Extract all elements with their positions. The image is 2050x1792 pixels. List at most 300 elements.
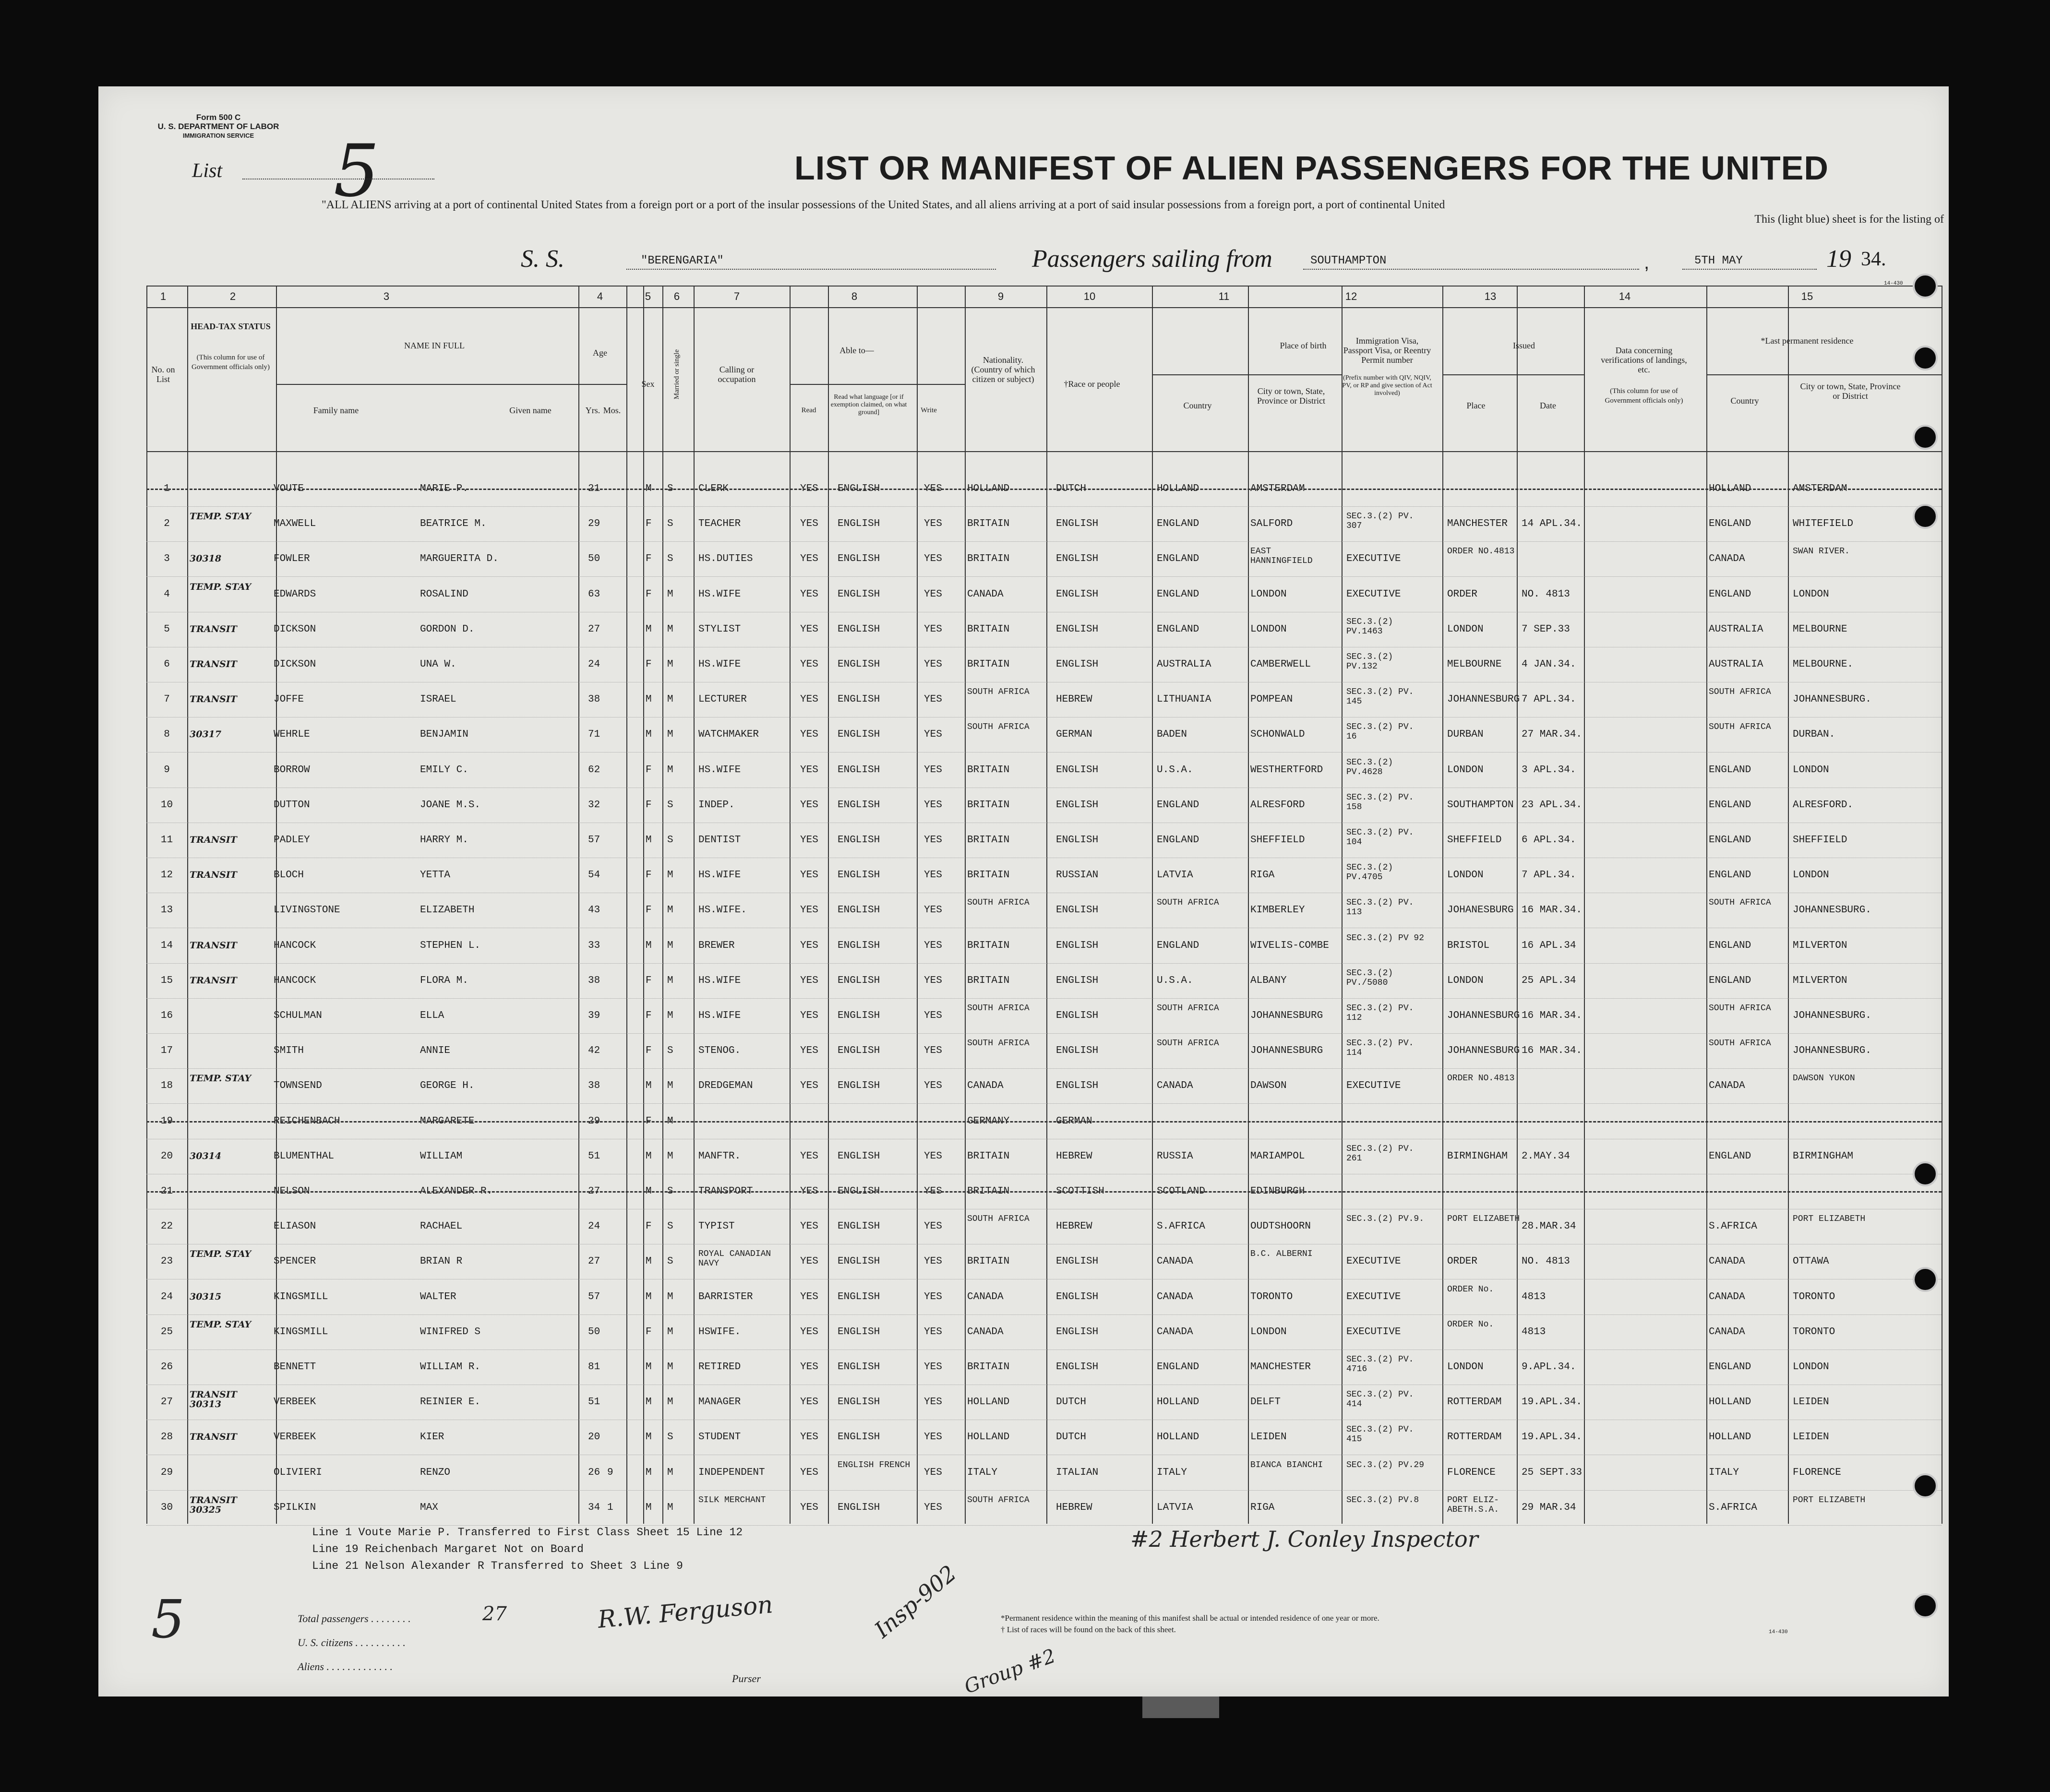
cell-read-language: ENGLISH (838, 483, 880, 494)
list-number: 5 (334, 130, 380, 213)
note-line-3: Line 21 Nelson Alexander R Transferred to Sheet 3 Line 9 (312, 1560, 683, 1572)
cell-birth-country: SOUTH AFRICA (1157, 1039, 1219, 1049)
cell-age-years: 24 (588, 659, 600, 670)
table-row (98, 1210, 1894, 1245)
cell-read-language: ENGLISH (838, 659, 880, 670)
cell-given-name: GORDON D. (420, 623, 475, 635)
cell-marital-status: M (667, 1150, 673, 1162)
cell-issued-date: 25 APL.34 (1522, 975, 1576, 986)
cell-race: ENGLISH (1056, 1291, 1099, 1302)
cell-issued-date: 29 MAR.34 (1522, 1502, 1576, 1513)
inspector-signature: #2 Herbert J. Conley Inspector (1130, 1526, 1478, 1552)
cell-residence-city: OTTAWA (1793, 1256, 1829, 1267)
cell-residence-city: DAWSON YUKON (1793, 1074, 1855, 1084)
cell-read-language: ENGLISH (838, 1080, 880, 1092)
cell-family-name: EDWARDS (274, 588, 316, 600)
cell-birth-country: ENGLAND (1157, 553, 1199, 565)
cell-family-name: HANCOCK (274, 940, 316, 951)
cell-issued-place: PORT ELIZ- ABETH.S.A. (1447, 1495, 1499, 1515)
cell-can-read: YES (800, 1432, 818, 1443)
grid-subheader-line (1442, 374, 1584, 375)
cell-visa-number: EXECUTIVE (1346, 1256, 1401, 1267)
cell-residence-city: JOHANNESBURG. (1793, 694, 1871, 705)
binder-hole-7 (1913, 1473, 1938, 1498)
cell-birth-country: CANADA (1157, 1291, 1193, 1302)
cell-row-number: 1 (164, 483, 170, 494)
grid-subheader-line (578, 384, 626, 385)
cell-birth-country: S.AFRICA (1157, 1221, 1205, 1232)
cell-birth-city: BIANCA BIANCHI (1250, 1460, 1323, 1470)
cell-occupation: STENOG. (698, 1045, 741, 1057)
cell-visa-number: SEC.3.(2) PV. 4716 (1346, 1355, 1414, 1374)
cell-can-write: YES (924, 870, 942, 881)
cell-read-language: ENGLISH (838, 1221, 880, 1232)
cell-nationality: SOUTH AFRICA (967, 1214, 1030, 1224)
cell-nationality: HOLLAND (967, 483, 1010, 494)
cell-race: ENGLISH (1056, 975, 1099, 986)
cell-birth-country: AUSTRALIA (1157, 659, 1211, 670)
cell-residence-city: ALRESFORD. (1793, 799, 1854, 811)
cell-head-tax-status: 30317 (190, 729, 222, 740)
cell-age-months: 9 (607, 1467, 613, 1478)
header-race: †Race or people (1064, 379, 1120, 389)
cell-race: ENGLISH (1056, 1326, 1099, 1338)
cell-birth-country: CANADA (1157, 1326, 1193, 1338)
header-given-name: Given name (509, 406, 551, 415)
cell-marital-status: M (667, 1115, 673, 1127)
cell-age-years: 71 (588, 729, 600, 741)
cell-birth-city: MARIAMPOL (1250, 1150, 1305, 1162)
cell-issued-place: PORT ELIZABETH (1447, 1214, 1520, 1224)
cell-issued-place: JOHANESBURG (1447, 905, 1514, 916)
cell-nationality: GERMANY (967, 1115, 1010, 1127)
table-row (98, 1421, 1894, 1456)
cell-row-number: 10 (160, 799, 173, 811)
cell-read-language: ENGLISH (838, 764, 880, 776)
cell-row-number: 2 (164, 518, 170, 530)
cell-issued-place: BIRMINGHAM (1447, 1150, 1508, 1162)
cell-row-number: 3 (164, 553, 170, 565)
cell-can-read: YES (800, 1186, 818, 1197)
header-able-to: Able to— (839, 346, 874, 355)
port-underline (1303, 269, 1639, 270)
cell-residence-city: MELBOURNE (1793, 623, 1847, 635)
cell-race: ENGLISH (1056, 1080, 1099, 1092)
cell-issued-place: ORDER NO.4813 (1447, 547, 1515, 557)
cell-occupation: SILK MERCHANT (698, 1495, 766, 1505)
cell-age-years: 43 (588, 905, 600, 916)
cell-can-write: YES (924, 483, 942, 494)
cell-family-name: TOWNSEND (274, 1080, 322, 1092)
cell-nationality: HOLLAND (967, 1432, 1010, 1443)
cell-occupation: TEACHER (698, 518, 741, 530)
cell-sex: M (646, 1186, 652, 1197)
cell-head-tax-status: 30314 (190, 1150, 222, 1161)
cell-visa-number: SEC.3.(2) PV. 415 (1346, 1425, 1414, 1445)
cell-family-name: DICKSON (274, 623, 316, 635)
note-line-2: Line 19 Reichenbach Margaret Not on Board (312, 1543, 584, 1555)
header-residence-city: City or town, State, Province or District (1800, 382, 1901, 401)
cell-can-read: YES (800, 1080, 818, 1092)
cell-residence-country: ITALY (1709, 1467, 1739, 1478)
cell-nationality: BRITAIN (967, 835, 1010, 846)
cell-family-name: SCHULMAN (274, 1010, 322, 1021)
cell-race: ENGLISH (1056, 659, 1099, 670)
form-number: Form 500 C (196, 113, 241, 122)
cell-sex: M (646, 1256, 652, 1267)
cell-residence-country: ENGLAND (1709, 835, 1751, 846)
cell-family-name: SMITH (274, 1045, 304, 1057)
cell-residence-city: LONDON (1793, 588, 1829, 600)
list-label: List (192, 160, 223, 182)
struck-row-line (146, 1121, 1942, 1123)
cell-occupation: DREDGEMAN (698, 1080, 753, 1092)
table-row (98, 1175, 1894, 1210)
table-row (98, 1316, 1894, 1351)
cell-read-language: ENGLISH (838, 1186, 880, 1197)
binder-hole-3 (1913, 425, 1938, 450)
cell-issued-place: LONDON (1447, 975, 1484, 986)
cell-row-number: 22 (160, 1221, 173, 1232)
cell-issued-place: MELBOURNE (1447, 659, 1502, 670)
cell-marital-status: S (667, 1186, 673, 1197)
cell-marital-status: S (667, 1432, 673, 1443)
struck-row-line (146, 489, 1942, 490)
grid-horizontal-line (146, 307, 1942, 308)
cell-birth-city: EDINBURGH (1250, 1186, 1305, 1197)
grid-horizontal-line (146, 451, 1942, 452)
header-age: Age (593, 348, 607, 358)
cell-given-name: MARIE P. (420, 483, 468, 494)
cell-can-read: YES (800, 905, 818, 916)
cell-row-number: 24 (160, 1291, 173, 1302)
cell-race: ENGLISH (1056, 588, 1099, 600)
cell-head-tax-status: TRANSIT (190, 1432, 237, 1443)
cell-sex: F (646, 553, 652, 565)
cell-race: DUTCH (1056, 1397, 1087, 1408)
cell-can-write: YES (924, 694, 942, 705)
col-number-12: 12 (1345, 290, 1357, 302)
cell-birth-city: RIGA (1250, 1502, 1275, 1513)
manifest-sheet (98, 86, 1949, 1696)
table-row (98, 1386, 1894, 1421)
cell-issued-place: ORDER (1447, 588, 1478, 600)
cell-marital-status: M (667, 905, 673, 916)
cell-nationality: BRITAIN (967, 1150, 1010, 1162)
cell-age-years: 38 (588, 975, 600, 986)
cell-can-write: YES (924, 1186, 942, 1197)
cell-marital-status: S (667, 1045, 673, 1057)
cell-can-write: YES (924, 1326, 942, 1338)
cell-nationality: BRITAIN (967, 1362, 1010, 1373)
cell-family-name: MAXWELL (274, 518, 316, 530)
cell-head-tax-status: 30318 (190, 553, 222, 564)
table-row (98, 1492, 1894, 1527)
cell-age-years: 26 (588, 1467, 600, 1478)
cell-issued-place: ROTTERDAM (1447, 1397, 1502, 1408)
cell-can-read: YES (800, 623, 818, 635)
cell-residence-country: HOLLAND (1709, 1432, 1751, 1443)
cell-head-tax-status: TEMP. STAY (190, 1073, 252, 1084)
col-number-10: 10 (1083, 290, 1096, 302)
cell-nationality: CANADA (967, 1291, 1004, 1302)
cell-birth-country: ENGLAND (1157, 799, 1199, 811)
cell-family-name: SPILKIN (274, 1502, 316, 1513)
cell-residence-city: LEIDEN (1793, 1432, 1829, 1443)
cell-family-name: BORROW (274, 764, 310, 776)
cell-sex: M (646, 1362, 652, 1373)
cell-race: ENGLISH (1056, 623, 1099, 635)
cell-read-language: ENGLISH (838, 1256, 880, 1267)
cell-given-name: RACHAEL (420, 1221, 463, 1232)
cell-can-write: YES (924, 553, 942, 565)
sailing-date: 5TH MAY (1694, 254, 1743, 267)
cell-marital-status: M (667, 729, 673, 741)
grid-horizontal-line (146, 286, 1942, 287)
cell-issued-date: 7 APL.34. (1522, 694, 1576, 705)
row-guide-line (146, 1103, 1942, 1104)
cell-can-read: YES (800, 975, 818, 986)
cell-family-name: JOFFE (274, 694, 304, 705)
cell-residence-city: LONDON (1793, 764, 1829, 776)
cell-birth-country: LITHUANIA (1157, 694, 1211, 705)
cell-read-language: ENGLISH (838, 1150, 880, 1162)
cell-issued-place: ORDER (1447, 1256, 1478, 1267)
table-row (98, 1457, 1894, 1492)
cell-residence-country: ENGLAND (1709, 764, 1751, 776)
cell-given-name: WINIFRED S (420, 1326, 481, 1338)
cell-nationality: BRITAIN (967, 623, 1010, 635)
cell-occupation: HS.DUTIES (698, 553, 753, 565)
header-mos: Mos. (603, 406, 621, 415)
cell-residence-country: ENGLAND (1709, 1362, 1751, 1373)
passengers-sailing-label: Passengers sailing from (1032, 245, 1272, 273)
cell-sex: F (646, 518, 652, 530)
cell-issued-date: 28.MAR.34 (1522, 1221, 1576, 1232)
cell-issued-date: 27 MAR.34. (1522, 729, 1582, 741)
cell-nationality: CANADA (967, 588, 1004, 600)
manifest-title: LIST OR MANIFEST OF ALIEN PASSENGERS FOR THE UNITED (794, 149, 1829, 187)
sailing-from-port: SOUTHAMPTON (1310, 254, 1387, 267)
purser-label: Purser (732, 1673, 761, 1684)
cell-nationality: ITALY (967, 1467, 998, 1478)
cell-sex: F (646, 659, 652, 670)
cell-residence-country: ENGLAND (1709, 940, 1751, 951)
cell-marital-status: M (667, 870, 673, 881)
cell-residence-country: AUSTRALIA (1709, 659, 1763, 670)
cell-given-name: YETTA (420, 870, 451, 881)
cell-row-number: 7 (164, 694, 170, 705)
ship-name: "BERENGARIA" (641, 254, 724, 267)
cell-marital-status: S (667, 835, 673, 846)
cell-issued-date: 2.MAY.34 (1522, 1150, 1570, 1162)
binder-hole-8 (1913, 1593, 1938, 1618)
cell-issued-place: LONDON (1447, 1362, 1484, 1373)
cell-age-years: 81 (588, 1362, 600, 1373)
cell-sex: M (646, 940, 652, 951)
cell-can-write: YES (924, 1432, 942, 1443)
cell-residence-city: PORT ELIZABETH (1793, 1495, 1866, 1505)
cell-age-years: 29 (588, 518, 600, 530)
cell-family-name: BENNETT (274, 1362, 316, 1373)
cell-nationality: SOUTH AFRICA (967, 722, 1030, 732)
cell-read-language: ENGLISH (838, 1291, 880, 1302)
cell-row-number: 6 (164, 659, 170, 670)
cell-given-name: WILLIAM (420, 1150, 463, 1162)
cell-row-number: 17 (160, 1045, 173, 1057)
cell-race: SCOTTISH (1056, 1186, 1104, 1197)
cell-occupation: WATCHMAKER (698, 729, 759, 741)
cell-nationality: BRITAIN (967, 1256, 1010, 1267)
cell-birth-country: ENGLAND (1157, 1362, 1199, 1373)
cell-issued-date: 19.APL.34. (1522, 1432, 1582, 1443)
header-name-in-full: NAME IN FULL (404, 341, 465, 350)
cell-can-write: YES (924, 1256, 942, 1267)
cell-issued-place: ORDER No. (1447, 1319, 1494, 1329)
cell-residence-country: ENGLAND (1709, 975, 1751, 986)
cell-can-write: YES (924, 764, 942, 776)
cell-row-number: 29 (160, 1467, 173, 1478)
cell-can-write: YES (924, 1291, 942, 1302)
cell-issued-place: LONDON (1447, 870, 1484, 881)
cell-family-name: HANCOCK (274, 975, 316, 986)
cell-birth-country: ENGLAND (1157, 835, 1199, 846)
cell-occupation: DENTIST (698, 835, 741, 846)
cell-issued-place: ORDER No. (1447, 1284, 1494, 1294)
cell-issued-date: 9.APL.34. (1522, 1362, 1576, 1373)
table-row (98, 718, 1894, 753)
cell-age-years: 39 (588, 1010, 600, 1021)
grid-subheader-line (1706, 374, 1942, 375)
cell-marital-status: S (667, 1256, 673, 1267)
cell-occupation: HS.WIFE (698, 764, 741, 776)
cell-age-years: 33 (588, 940, 600, 951)
cell-marital-status: M (667, 1291, 673, 1302)
cell-race: GERMAN (1056, 729, 1092, 741)
footnote-permanent-residence: *Permanent residence within the meaning of this manifest shall be actual or intended residence of one year or more. (1001, 1613, 1379, 1623)
cell-family-name: WEHRLE (274, 729, 310, 741)
header-visa-note: (Prefix number with QIV, NQIV, PV, or RP and give section of Act involved) (1342, 374, 1432, 397)
subtitle-line-1: "ALL ALIENS arriving at a port of continental United States from a foreign port or a port of the insular possessions of the United States, and all aliens arriving at a port of said insular possessions from a foreign port, a port of continental United (322, 199, 1445, 211)
cell-residence-country: HOLLAND (1709, 1397, 1751, 1408)
cell-issued-place: DURBAN (1447, 729, 1484, 741)
cell-given-name: ROSALIND (420, 588, 468, 600)
cell-birth-city: CAMBERWELL (1250, 659, 1311, 670)
cell-nationality: BRITAIN (967, 553, 1010, 565)
table-row (98, 894, 1894, 929)
cell-birth-city: B.C. ALBERNI (1250, 1249, 1313, 1259)
cell-residence-country: CANADA (1709, 1256, 1745, 1267)
cell-issued-date: 25 SEPT.33 (1522, 1467, 1582, 1478)
cell-given-name: EMILY C. (420, 764, 468, 776)
cell-visa-number: SEC.3.(2) PV./5080 (1346, 968, 1393, 988)
manifest-subtitle (322, 198, 1954, 227)
cell-residence-country: SOUTH AFRICA (1709, 722, 1771, 732)
cell-family-name: DUTTON (274, 799, 310, 811)
cell-read-language: ENGLISH (838, 1362, 880, 1373)
cell-nationality: HOLLAND (967, 1397, 1010, 1408)
cell-birth-country: SOUTH AFRICA (1157, 1004, 1219, 1013)
cell-read-language: ENGLISH (838, 1397, 880, 1408)
cell-birth-country: ENGLAND (1157, 940, 1199, 951)
cell-sex: F (646, 588, 652, 600)
form-header (146, 113, 290, 140)
header-residence-country: Country (1730, 396, 1759, 406)
cell-age-years: 57 (588, 835, 600, 846)
cell-residence-city: LEIDEN (1793, 1397, 1829, 1408)
cell-visa-number: SEC.3.(2) PV. 414 (1346, 1390, 1414, 1410)
cell-birth-city: KIMBERLEY (1250, 905, 1305, 916)
row-guide-line (146, 506, 1942, 507)
us-citizens-text: U. S. citizens (298, 1637, 353, 1649)
cell-read-language: ENGLISH (838, 905, 880, 916)
binder-hole-2 (1913, 346, 1938, 370)
cell-nationality: BRITAIN (967, 799, 1010, 811)
cell-visa-number: SEC.3.(2) PV. 112 (1346, 1004, 1414, 1023)
cell-residence-country: S.AFRICA (1709, 1221, 1757, 1232)
cell-birth-city: LONDON (1250, 623, 1287, 635)
cell-given-name: KIER (420, 1432, 444, 1443)
cell-read-language: ENGLISH (838, 835, 880, 846)
cell-issued-place: SHEFFIELD (1447, 835, 1502, 846)
cell-visa-number: SEC.3.(2) PV. 145 (1346, 687, 1414, 707)
cell-sex: F (646, 905, 652, 916)
cell-residence-city: SHEFFIELD (1793, 835, 1847, 846)
cell-issued-place: JOHANNESBURG (1447, 1010, 1520, 1021)
cell-age-years: 38 (588, 694, 600, 705)
cell-can-read: YES (800, 694, 818, 705)
cell-birth-country: ITALY (1157, 1467, 1187, 1478)
cell-issued-date: 7 SEP.33 (1522, 623, 1570, 635)
cell-can-write: YES (924, 1045, 942, 1057)
cell-can-write: YES (924, 1362, 942, 1373)
cell-given-name: ALEXANDER R. (420, 1186, 493, 1197)
table-row (98, 613, 1894, 648)
cell-family-name: OLIVIERI (274, 1467, 322, 1478)
cell-residence-city: SWAN RIVER. (1793, 547, 1850, 557)
cell-nationality: SOUTH AFRICA (967, 687, 1030, 697)
cell-birth-city: LEIDEN (1250, 1432, 1287, 1443)
col-number-11: 11 (1218, 290, 1230, 302)
header-verifications-note: (This column for use of Government officials only) (1605, 387, 1683, 405)
cell-marital-status: M (667, 623, 673, 635)
cell-given-name: MAX (420, 1502, 438, 1513)
cell-race: ENGLISH (1056, 1045, 1099, 1057)
grid-subheader-line (276, 384, 578, 385)
cell-residence-city: BIRMINGHAM (1793, 1150, 1854, 1162)
cell-read-language: ENGLISH (838, 940, 880, 951)
cell-occupation: HS.WIFE. (698, 905, 747, 916)
cell-issued-place: ROTTERDAM (1447, 1432, 1502, 1443)
cell-can-write: YES (924, 729, 942, 741)
col-number-4: 4 (597, 290, 603, 302)
cell-sex: F (646, 1115, 652, 1127)
cell-nationality: SOUTH AFRICA (967, 1004, 1030, 1013)
cell-residence-country: CANADA (1709, 1080, 1745, 1092)
cell-age-years: 24 (588, 1221, 600, 1232)
table-row (98, 1035, 1894, 1070)
cell-issued-place: BRISTOL (1447, 940, 1490, 951)
cell-visa-number: EXECUTIVE (1346, 1326, 1401, 1338)
grid-subheader-line (790, 384, 965, 385)
cell-residence-city: TORONTO (1793, 1326, 1835, 1338)
cell-issued-date: 7 APL.34. (1522, 870, 1576, 881)
col-number-2: 2 (229, 290, 236, 302)
cell-race: DUTCH (1056, 1432, 1087, 1443)
row-guide-line (146, 576, 1942, 577)
cell-row-number: 8 (164, 729, 170, 741)
cell-race: ENGLISH (1056, 799, 1099, 811)
